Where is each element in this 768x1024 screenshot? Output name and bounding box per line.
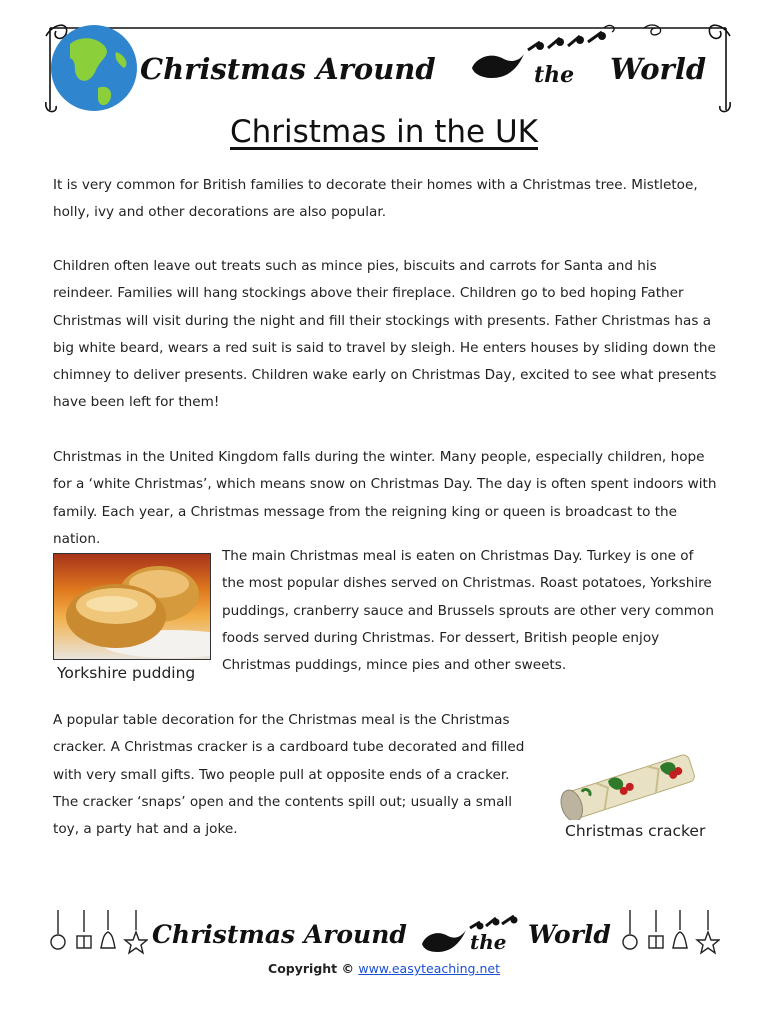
paragraph-santa: Children often leave out treats such as mince pies, biscuits and carrots for Santa and his reindeer. Families will hang stockings above their fireplace. Children go to bed hoping Father Christmas will visit during the night and fill their stockings with presents. Father Christmas has a big white beard, wears a red suit is said to travel by sleigh. He enters houses by sliding down the chimney to deliver presents. Children wake early on Christmas Day, excited to see what presents have been left for them! [53, 258, 717, 411]
paragraph-cracker-text: A popular table decoration for the Christmas meal is the Christmas cracker. A Christmas cracker is a cardboard tube decorated and filled with very small gifts. Two people pull at opposite ends of a cracker. The cracker ‘snaps’ open and the contents spill out; usually a small toy, a party hat and a joke. [53, 712, 525, 838]
hanging-ornaments-left-icon [48, 910, 148, 956]
copyright-line [0, 961, 768, 976]
header-banner-the: the [534, 62, 575, 88]
caption-christmas-cracker: Christmas cracker [565, 822, 706, 840]
header-banner-right: World [610, 52, 707, 86]
caption-yorkshire-pudding: Yorkshire pudding [57, 664, 196, 682]
hanging-ornaments-right-icon [620, 910, 720, 956]
header-banner [44, 22, 732, 114]
paragraph-winter: Christmas in the United Kingdom falls during the winter. Many people, especially children, hope for a ‘white Christmas’, which means snow on Christmas Day. The day is often spent indoors with family. Each year, a Christmas message from the reigning king or queen is broadcast to the nation. [53, 449, 717, 547]
footer-banner-the: the [470, 930, 507, 954]
footer-banner-left: Christmas Around [152, 920, 407, 949]
header-banner-left: Christmas Around [140, 52, 436, 86]
paragraph-meal: The main Christmas meal is eaten on Christmas Day. Turkey is one of the most popular dishes served on Christmas. Roast potatoes, Yorkshire puddings, cranberry sauce and Brussels sprouts are other very common foods served during Christmas. For dessert, British people enjoy Christmas puddings, mince pies and other sweets. [222, 548, 714, 674]
copyright-prefix: Copyright © [268, 961, 354, 976]
footer-banner-right: World [528, 920, 611, 949]
paragraph-decorations: It is very common for British families to decorate their homes with a Christmas tree. Mistletoe, holly, ivy and other decorations are also popular. [53, 177, 698, 221]
yorkshire-pudding-image [53, 553, 211, 660]
page-title: Christmas in the UK [229, 114, 539, 150]
globe-icon [48, 22, 140, 114]
christmas-cracker-image [552, 748, 712, 820]
website-link[interactable]: www.easyteaching.net [358, 961, 500, 976]
